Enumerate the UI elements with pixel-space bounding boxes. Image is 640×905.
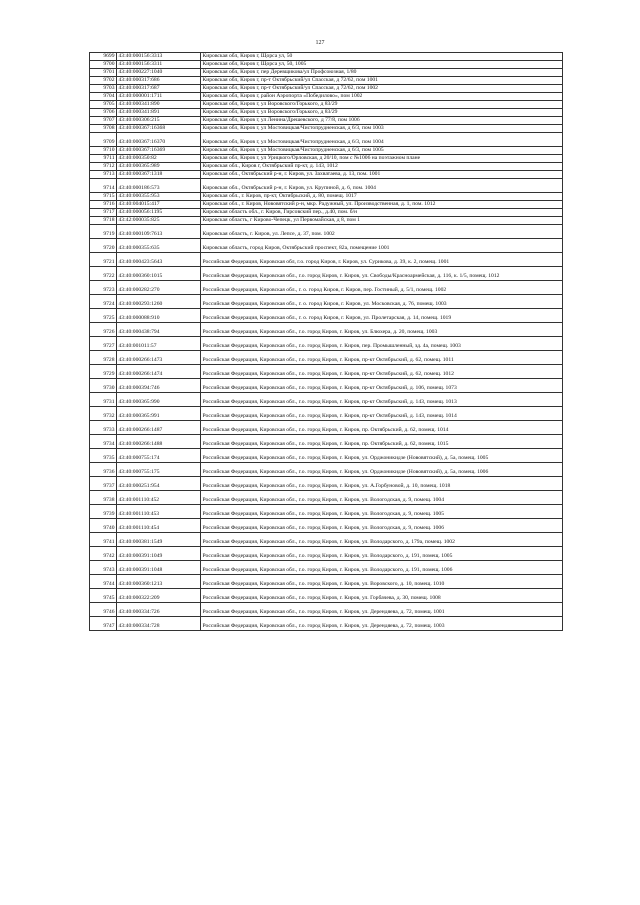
cadastral-number: 43:40:000391:1049 — [117, 547, 201, 561]
row-number: 9716 — [90, 201, 117, 209]
cadastral-number: 43:40:000001:1711 — [117, 93, 201, 101]
address: Кировская обл., Киров г, Октябрьский пр-кт, д. 143, 1012 — [201, 163, 563, 171]
address: Российская Федерация, Кировская обл., г. о. город Киров, г. Киров, ул. Московская, д. 76, помещ. 1003 — [201, 295, 563, 309]
address: Российская Федерация, Кировская обл., г.о. город Киров, г. Киров, ул. Орджоникидзе (Нововятский), д. 5а, помещ. 1006 — [201, 463, 563, 477]
cadastral-number: 43:40:000365:990 — [117, 393, 201, 407]
address: Российская Федерация, Кировская обл., г.о. город Киров, г. Киров, ул. Орджоникидзе (Нововятский), д. 5а, помещ. 1005 — [201, 449, 563, 463]
cadastral-number: 43:40:000360:1213 — [117, 575, 201, 589]
cadastral-number: 43:40:000322:209 — [117, 589, 201, 603]
cadastral-number: 43:40:000341:891 — [117, 109, 201, 117]
cadastral-number: 43:40:000391:1048 — [117, 561, 201, 575]
row-number: 9723 — [90, 281, 117, 295]
cadastral-number: 43:40:000266:1474 — [117, 365, 201, 379]
table-row — [90, 163, 563, 171]
address: Кировская обл., г. Киров, пр-кт, Октябрьский, д. 80, помещ. 1017 — [201, 193, 563, 201]
row-number: 9735 — [90, 449, 117, 463]
address: Кировская обл, Киров г, ул Воровского/Горького, д 83/29 — [201, 109, 563, 117]
address: Российская Федерация, Кировская обл., г.о. город Киров, г. Киров, ул. А.Горбуновой, д. 10, помещ. 1018 — [201, 477, 563, 491]
cadastral-number: 43:40:000367:16369 — [117, 147, 201, 155]
cadastral-number: 43:40:000266:1473 — [117, 351, 201, 365]
row-number: 9700 — [90, 61, 117, 69]
table-row — [90, 253, 563, 267]
cadastral-number: 43:40:000423:5643 — [117, 253, 201, 267]
table-row — [90, 171, 563, 179]
address: Российская Федерация, Кировская обл., г.о. город Киров, г. Киров, пер. Промышленный, зд. 4а, помещ. 1003 — [201, 337, 563, 351]
table-row — [90, 435, 563, 449]
address: Кировская область, город Киров, Октябрьский проспект, 82а, помещение 1001 — [201, 239, 563, 253]
row-number: 9744 — [90, 575, 117, 589]
address: Кировская обл, Киров г, район Аэропорта «Победилово», пом 1002 — [201, 93, 563, 101]
cadastral-number: 43:40:000438:794 — [117, 323, 201, 337]
address: Кировская обл, Киров г, ул Мостовицкая/Чистопрудненская, д 6/3, пом 1005 — [201, 147, 563, 155]
table-row — [90, 589, 563, 603]
table-row — [90, 533, 563, 547]
registry-table — [89, 52, 563, 631]
row-number: 9701 — [90, 69, 117, 77]
address: Кировская обл, Киров г, ул Ленина/Дрешевского, д 77/8, пом 1006 — [201, 117, 563, 125]
table-row — [90, 421, 563, 435]
row-number: 9724 — [90, 295, 117, 309]
cadastral-number: 43:40:000227:1040 — [117, 69, 201, 77]
table-row — [90, 603, 563, 617]
cadastral-number: 43:40:000334:726 — [117, 603, 201, 617]
table-row — [90, 547, 563, 561]
row-number: 9733 — [90, 421, 117, 435]
table-row — [90, 53, 563, 61]
address: Российская Федерация, Кировская обл., г.о. город Киров, г. Киров, ул. Свободы/Красноармейская, д. 116, к. 1/5, помещ. 1012 — [201, 267, 563, 281]
table-row — [90, 463, 563, 477]
cadastral-number: 43:40:001110:453 — [117, 505, 201, 519]
table-row — [90, 133, 563, 147]
address: Кировская область, г. Киров, ул. Лепсе, д. 37, пом. 1002 — [201, 225, 563, 239]
cadastral-number: 43:42:000035:825 — [117, 217, 201, 225]
cadastral-number: 43:40:000755:174 — [117, 449, 201, 463]
table-row — [90, 519, 563, 533]
table-row — [90, 505, 563, 519]
cadastral-number: 43:40:000334:728 — [117, 617, 201, 631]
address: Российская Федерация, Кировская обл., г. о. город Киров, г. Киров, пер. Гостиный, д. 5/1, помещ. 1002 — [201, 281, 563, 295]
cadastral-number: 43:40:001011:57 — [117, 337, 201, 351]
cadastral-number: 43:40:000360:1015 — [117, 267, 201, 281]
address: Российская Федерация, Кировская обл., г.о. город Киров, г. Киров, ул. Дерендяева, д. 72, помещ. 1001 — [201, 603, 563, 617]
row-number: 9734 — [90, 435, 117, 449]
table-row — [90, 147, 563, 155]
address: Кировская обл., Октябрьский р-н, г. Киров, ул. Захватаева, д. 13, пом. 1001 — [201, 171, 563, 179]
address: Российская Федерация, Кировская обл., г.о. город Киров, г. Киров, ул. Горбачева, д. 30, помещ. 1008 — [201, 589, 563, 603]
row-number: 9710 — [90, 147, 117, 155]
table-row — [90, 239, 563, 253]
table-row — [90, 61, 563, 69]
table-row — [90, 393, 563, 407]
table-row — [90, 225, 563, 239]
table-row — [90, 295, 563, 309]
row-number: 9729 — [90, 365, 117, 379]
row-number: 9739 — [90, 505, 117, 519]
address: Кировская обл, Киров г, пер Деревщикова/ул Профсоюзная, 1/80 — [201, 69, 563, 77]
cadastral-number: 43:40:000367:16368 — [117, 125, 201, 133]
row-number: 9713 — [90, 171, 117, 179]
address: Кировская обл, Киров г, пр-т Октябрьский/ул Спасская, д 72/62, пом 1001 — [201, 77, 563, 85]
row-number: 9728 — [90, 351, 117, 365]
table-row — [90, 85, 563, 93]
cadastral-number: 43:40:000306:215 — [117, 117, 201, 125]
row-number: 9726 — [90, 323, 117, 337]
page-number: 127 — [315, 40, 325, 46]
cadastral-number: 43:40:000156:3313 — [117, 53, 201, 61]
row-number: 9699 — [90, 53, 117, 61]
row-number: 9727 — [90, 337, 117, 351]
table-row — [90, 101, 563, 109]
row-number: 9720 — [90, 239, 117, 253]
cadastral-number: 43:40:000251:954 — [117, 477, 201, 491]
cadastral-number: 43:40:000350:82 — [117, 155, 201, 163]
cadastral-number: 43:40:000186:573 — [117, 179, 201, 193]
address: Кировская обл, Киров г, Щорса ул, 50 — [201, 53, 563, 61]
cadastral-number: 43:40:000266:1487 — [117, 421, 201, 435]
table-row — [90, 323, 563, 337]
table-row — [90, 125, 563, 133]
cadastral-number: 43:40:000394:746 — [117, 379, 201, 393]
table-row — [90, 69, 563, 77]
row-number: 9707 — [90, 117, 117, 125]
table-row — [90, 217, 563, 225]
row-number: 9714 — [90, 179, 117, 193]
address: Российская Федерация, Кировская обл., г.о. город Киров, г. Киров, ул. Дерендяева, д. 72, помещ. 1003 — [201, 617, 563, 631]
address: Российская Федерация, Кировская обл., г.о. город Киров, г. Киров, ул. Воровского, д. 10, помещ. 1010 — [201, 575, 563, 589]
row-number: 9721 — [90, 253, 117, 267]
cadastral-number: 43:40:000109:7613 — [117, 225, 201, 239]
row-number: 9719 — [90, 225, 117, 239]
row-number: 9731 — [90, 393, 117, 407]
row-number: 9738 — [90, 491, 117, 505]
table-row — [90, 575, 563, 589]
address: Кировская обл, Киров г, Щорса ул, 50, 1005 — [201, 61, 563, 69]
row-number: 9706 — [90, 109, 117, 117]
table-row — [90, 117, 563, 125]
table-row — [90, 281, 563, 295]
address: Российская Федерация, Кировская обл., г.о. город Киров, г. Киров, пр-кт Октябрьский, д. 62, помещ. 1011 — [201, 351, 563, 365]
cadastral-number: 43:40:004015:417 — [117, 201, 201, 209]
table-row — [90, 193, 563, 201]
address: Российская Федерация, Кировская обл., г.о. город Киров, г. Киров, пр-кт Октябрьский, д. 143, помещ. 1013 — [201, 393, 563, 407]
cadastral-number: 43:40:001110:454 — [117, 519, 201, 533]
row-number: 9702 — [90, 77, 117, 85]
address: Российская Федерация, Кировская обл., г.о. город Киров, г. Киров, пр-кт Октябрьский, д. 143, помещ. 1014 — [201, 407, 563, 421]
table-row — [90, 449, 563, 463]
table-row — [90, 77, 563, 85]
row-number: 9747 — [90, 617, 117, 631]
address: Российская Федерация, Кировская обл., г.о. город Киров, г. Киров, пр. Октябрьский, д. 62, помещ. 1014 — [201, 421, 563, 435]
row-number: 9730 — [90, 379, 117, 393]
cadastral-number: 43:40:000088:910 — [117, 309, 201, 323]
table-row — [90, 407, 563, 421]
address: Российская Федерация, Кировская обл., г.о. город Киров, г. Киров, ул. Вологодская, д. 9, помещ. 1005 — [201, 505, 563, 519]
row-number: 9737 — [90, 477, 117, 491]
row-number: 9708 — [90, 125, 117, 133]
table-row — [90, 209, 563, 217]
row-number: 9722 — [90, 267, 117, 281]
row-number: 9746 — [90, 603, 117, 617]
table-row — [90, 491, 563, 505]
table-row — [90, 179, 563, 193]
table-row — [90, 93, 563, 101]
row-number: 9703 — [90, 85, 117, 93]
row-number: 9741 — [90, 533, 117, 547]
row-number: 9745 — [90, 589, 117, 603]
cadastral-number: 43:40:000282:270 — [117, 281, 201, 295]
table-row — [90, 365, 563, 379]
row-number: 9704 — [90, 93, 117, 101]
table-row — [90, 337, 563, 351]
address: Кировская область обл., г. Киров, Гирсовский пер., д.40, пом. б/н — [201, 209, 563, 217]
cadastral-number: 43:40:000056:1195 — [117, 209, 201, 217]
address: Российская Федерация, Кировская обл., г.о. город Киров, г. Киров, ул. Володарского, д. 191, помещ. 1005 — [201, 547, 563, 561]
row-number: 9718 — [90, 217, 117, 225]
row-number: 9732 — [90, 407, 117, 421]
table-row — [90, 477, 563, 491]
row-number: 9742 — [90, 547, 117, 561]
address: Кировская обл., г. Киров, Нововятский р-н, мкр. Радужный, ул. Производственная, д. 1, пом. 1012 — [201, 201, 563, 209]
row-number: 9709 — [90, 133, 117, 147]
registry-table-body — [90, 53, 563, 631]
table-row — [90, 561, 563, 575]
cadastral-number: 43:40:000341:890 — [117, 101, 201, 109]
cadastral-number: 43:40:001110:452 — [117, 491, 201, 505]
address: Кировская обл, Киров г, ул Воровского/Горького, д 83/29 — [201, 101, 563, 109]
address: Кировская обл, Киров г, пр-т Октябрьский/ул Спасская, д 72/62, пом 1002 — [201, 85, 563, 93]
row-number: 9717 — [90, 209, 117, 217]
cadastral-number: 43:40:000355:635 — [117, 239, 201, 253]
address: Кировская обл, Киров г, ул Мостовицкая/Чистопрудненская, д 6/3, пом 1003 — [201, 125, 563, 133]
table-row — [90, 267, 563, 281]
address: Российская Федерация, Кировская обл., г.о. город Киров, г. Киров, пр-кт Октябрьский, д. 62, помещ. 1012 — [201, 365, 563, 379]
table-row — [90, 379, 563, 393]
row-number: 9711 — [90, 155, 117, 163]
row-number: 9725 — [90, 309, 117, 323]
address: Российская Федерация, Кировская обл., г.о. город Киров, г. Киров, ул. Вологодская, д. 9, помещ. 1006 — [201, 519, 563, 533]
cadastral-number: 43:40:000156:3311 — [117, 61, 201, 69]
row-number: 9705 — [90, 101, 117, 109]
table-row — [90, 617, 563, 631]
address: Российская Федерация, Кировская обл., г.о. город Киров, г. Киров, ул. Володарского, д. 191, помещ. 1006 — [201, 561, 563, 575]
address: Кировская обл., Октябрьский р-н, г. Киров, ул. Крупиной, д. 6, пом. 1004 — [201, 179, 563, 193]
address: Российская Федерация, Кировская обл., г. о. город Киров, г. Киров, ул. Пролетарская, д. 14, помещ. 1019 — [201, 309, 563, 323]
cadastral-number: 43:40:000355:953 — [117, 193, 201, 201]
cadastral-number: 43:40:000266:1488 — [117, 435, 201, 449]
cadastral-number: 43:40:000367:1318 — [117, 171, 201, 179]
address: Кировская область, г Кирово-Чепецк, ул Первомайская, д 8, пом 1 — [201, 217, 563, 225]
table-row — [90, 309, 563, 323]
cadastral-number: 43:40:000755:175 — [117, 463, 201, 477]
row-number: 9743 — [90, 561, 117, 575]
row-number: 9715 — [90, 193, 117, 201]
row-number: 9712 — [90, 163, 117, 171]
row-number: 9740 — [90, 519, 117, 533]
address: Кировская обл, Киров г, ул Мостовицкая/Чистопрудненская, д 6/3, пом 1004 — [201, 133, 563, 147]
cadastral-number: 43:40:000365:989 — [117, 163, 201, 171]
address: Российская Федерация, Кировская обл., г.о. город Киров, г. Киров, ул. Володарского, д. 179а, помещ. 1002 — [201, 533, 563, 547]
address: Российская Федерация, Кировская обл., г.о. город Киров, г. Киров, пр. Октябрьский, д. 62, помещ. 1015 — [201, 435, 563, 449]
cadastral-number: 43:40:000367:16370 — [117, 133, 201, 147]
table-row — [90, 155, 563, 163]
address: Российская Федерация, Кировская обл., г.о. город Киров, г. Киров, ул. Вологодская, д. 9, помещ. 1004 — [201, 491, 563, 505]
address: Кировская обл, Киров г, ул Урицкого/Орловская, д 20/10, пом с №1006 на поэтажном плане — [201, 155, 563, 163]
address: Российская Федерация, Кировская обл, г.о. город Киров, г. Киров, ул. Суриковa, д. 39, к. 2, помещ. 1001 — [201, 253, 563, 267]
row-number: 9736 — [90, 463, 117, 477]
table-row — [90, 109, 563, 117]
table-row — [90, 351, 563, 365]
table-row — [90, 201, 563, 209]
cadastral-number: 43:40:000381:1549 — [117, 533, 201, 547]
cadastral-number: 43:40:000317:687 — [117, 85, 201, 93]
cadastral-number: 43:40:000365:991 — [117, 407, 201, 421]
address: Российская Федерация, Кировская обл., г.о. город Киров, г. Киров, пр-кт Октябрьский, д. 106, помещ. 1073 — [201, 379, 563, 393]
cadastral-number: 43:40:000317:686 — [117, 77, 201, 85]
cadastral-number: 43:40:000293:1260 — [117, 295, 201, 309]
address: Российская Федерация, Кировская обл., г.о. город Киров, г. Киров, ул. Блюхера, д. 20, помещ. 1003 — [201, 323, 563, 337]
